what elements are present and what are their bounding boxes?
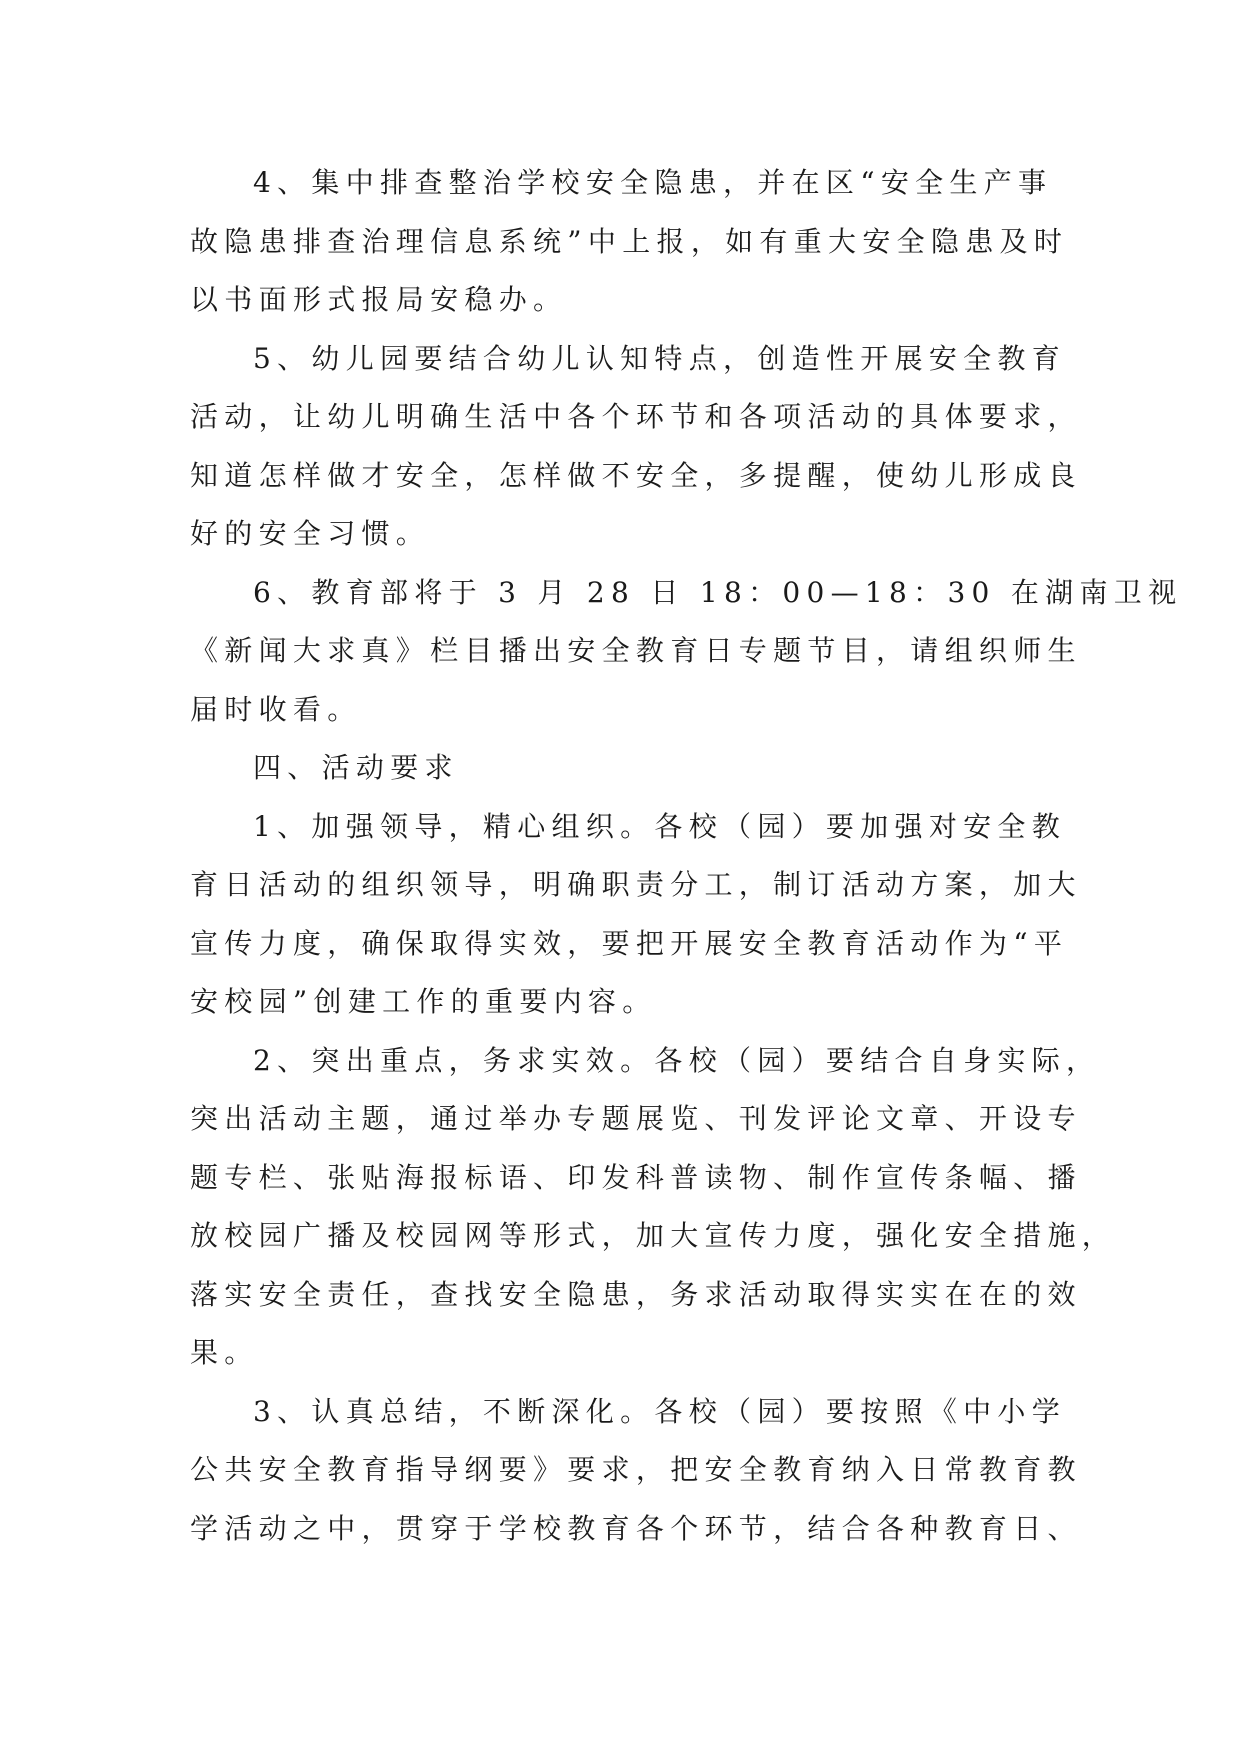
text-line: 宣传力度，确保取得实效，要把开展安全教育活动作为“平 [190,926,1069,960]
document-body [190,154,1183,1558]
text-line: 果。 [190,1336,259,1369]
text-line: 安校园”创建工作的重要内容。 [190,985,657,1018]
text-line: 放校园广播及校园网等形式，加大宣传力度，强化安全措施， [190,1219,1117,1252]
text-line: 故隐患排查治理信息系统”中上报，如有重大安全隐患及时 [190,224,1069,258]
text-line: 3、认真总结，不断深化。各校（园）要按照《中小学 [253,1394,1067,1428]
text-line: 活动，让幼儿明确生活中各个环节和各项活动的具体要求， [190,400,1082,433]
text-line: 4、集中排查整治学校安全隐患，并在区“安全生产事 [253,166,1053,199]
text-line: 公共安全教育指导纲要》要求，把安全教育纳入日常教育教 [190,1453,1082,1486]
text-line: 届时收看。 [190,692,362,726]
text-line: 6、教育部将于 3 月 28 日 18：00—18：30 在湖南卫视 [253,575,1183,609]
text-line: 1、加强领导，精心组织。各校（园）要加强对安全教 [253,809,1067,843]
text-line: 育日活动的组织领导，明确职责分工，制订活动方案，加大 [190,868,1082,901]
text-line: 5、幼儿园要结合幼儿认知特点，创造性开展安全教育 [253,341,1067,375]
text-line: 以书面形式报局安稳办。 [190,283,568,316]
text-line: 学活动之中，贯穿于学校教育各个环节，结合各种教育日、 [190,1511,1082,1545]
text-line: 知道怎样做才安全，怎样做不安全，多提醒，使幼儿形成良 [190,458,1082,492]
text-line: 好的安全习惯。 [190,517,431,550]
text-line: 落实安全责任，查找安全隐患，务求活动取得实实在在的效 [190,1277,1082,1311]
text-line: 突出活动主题，通过举办专题展览、刊发评论文章、开设专 [190,1102,1082,1135]
text-line: 题专栏、张贴海报标语、印发科普读物、制作宣传条幅、播 [190,1160,1082,1194]
text-line: 《新闻大求真》栏目播出安全教育日专题节目，请组织师生 [190,634,1082,667]
text-line: 2、突出重点，务求实效。各校（园）要结合自身实际， [253,1043,1101,1077]
text-line: 四、活动要求 [253,751,459,784]
